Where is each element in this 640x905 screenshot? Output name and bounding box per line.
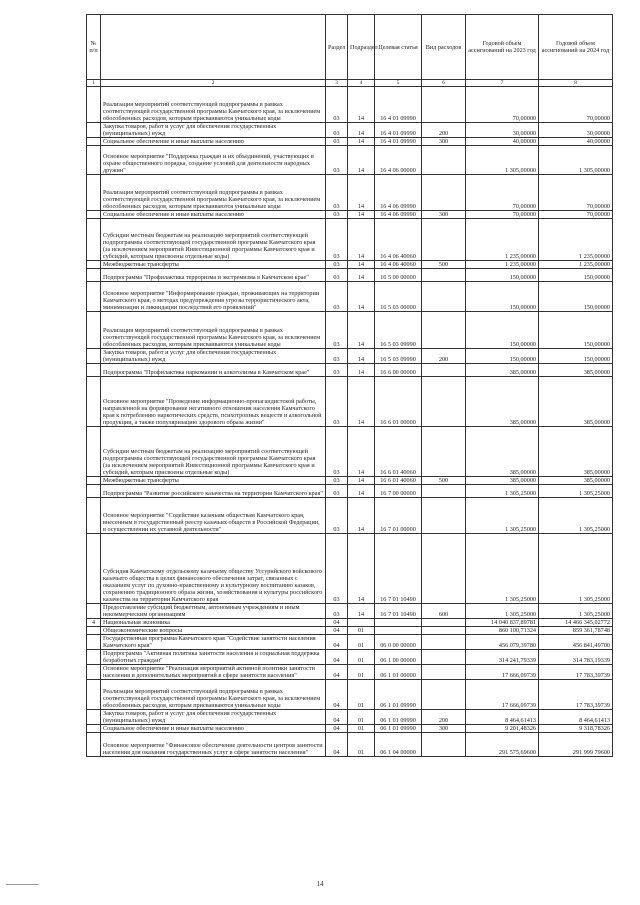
cell-y2024: 30,00000 xyxy=(539,123,613,138)
cell-y2024: 385,00000 xyxy=(539,364,613,377)
cell-type xyxy=(422,498,466,534)
cell-y2024: 291 999 79600 xyxy=(539,733,613,757)
cell-sub: 14 xyxy=(348,219,375,261)
cell-y2023: 150,00000 xyxy=(466,269,539,282)
cell-sub: 01 xyxy=(348,725,375,733)
cell-y2023: 70,00000 xyxy=(466,211,539,219)
cell-type: 300 xyxy=(422,725,466,733)
cell-target: 16 6 00 00000 xyxy=(375,364,422,377)
cell-num xyxy=(87,377,101,427)
table-row xyxy=(87,261,613,269)
cell-name: Подпрограмма "Активная политика занятости населения и социальная поддержка безработных граждан" xyxy=(101,650,326,665)
cell-target: 16 4 06 09990 xyxy=(375,175,422,211)
cell-sub: 14 xyxy=(348,269,375,282)
margin-line xyxy=(6,884,38,885)
cell-sec: 04 xyxy=(326,725,348,733)
cell-name: Субсидии местным бюджетам на реализацию мероприятий соответствующей подпрограммы соответствующей государственной программы Камчатского края (за исключением мероприятий Инвестиционной программы Камчатского края и субсидий, которым присвоены отдельные коды) xyxy=(101,219,326,261)
cell-target: 16 4 01 09990 xyxy=(375,138,422,146)
cell-name: Субсидия Камчатскому отдельскому казачьему обществу Уссурийского войскового казачьего общества в целях финансового обеспечения затрат, связанных с оказанием услуг по духовно-нравственному и культурному воспитанию казаков, сохранению традиционного образа жизни, хозяйствования и культуры российского казачества на территории Камчатского края xyxy=(101,534,326,604)
cell-num xyxy=(87,485,101,498)
cell-num xyxy=(87,349,101,364)
cell-sec: 03 xyxy=(326,364,348,377)
cell-type: 500 xyxy=(422,261,466,269)
cell-num xyxy=(87,282,101,312)
cell-y2023: 14 040 837,89781 xyxy=(466,619,539,627)
cell-target: 16 7 01 10490 xyxy=(375,534,422,604)
cell-type xyxy=(422,619,466,627)
table-row xyxy=(87,725,613,733)
cell-sub: 14 xyxy=(348,377,375,427)
cell-y2023: 456 079,39780 xyxy=(466,635,539,650)
colnum: 2 xyxy=(101,80,326,87)
cell-type: 300 xyxy=(422,138,466,146)
cell-sec: 04 xyxy=(326,733,348,757)
table-row xyxy=(87,312,613,349)
cell-target xyxy=(375,627,422,635)
cell-y2023: 314 241,79339 xyxy=(466,650,539,665)
cell-sub: 14 xyxy=(348,349,375,364)
cell-y2023: 1 305,00000 xyxy=(466,146,539,175)
table-row xyxy=(87,733,613,757)
cell-name: Основное мероприятие "Поддержка граждан и их объединений, участвующих в охране общественного порядка, создание условий для деятельности народных дружин" xyxy=(101,146,326,175)
cell-y2024: 150,00000 xyxy=(539,312,613,349)
cell-target: 16 6 01 40060 xyxy=(375,477,422,485)
cell-y2023: 1 305,25000 xyxy=(466,604,539,619)
header-2023: Годовой объем ассигнований на 2023 год xyxy=(466,15,539,80)
cell-name: Социальное обеспечение и иные выплаты населению xyxy=(101,138,326,146)
cell-sec: 04 xyxy=(326,710,348,725)
cell-name: Основное мероприятие "Содействие казачьим обществам Камчатского края, внесенным в государственный реестр казачьих обществ в Российской Федерации, в осуществлении их уставной деятельности" xyxy=(101,498,326,534)
cell-type xyxy=(422,312,466,349)
cell-sub: 14 xyxy=(348,175,375,211)
cell-type xyxy=(422,269,466,282)
header-section: Раздел xyxy=(326,15,348,80)
budget-table xyxy=(86,14,613,757)
cell-type xyxy=(422,282,466,312)
colnum: 8 xyxy=(539,80,613,87)
cell-name: Реализация мероприятий соответствующей подпрограммы в рамках соответствующей государственной программы Камчатского края, за исключением обособленных расходов, которым присваиваются уникальные коды xyxy=(101,312,326,349)
cell-y2024: 70,00000 xyxy=(539,175,613,211)
cell-sub: 14 xyxy=(348,534,375,604)
cell-num xyxy=(87,87,101,123)
cell-y2023: 9 201,48326 xyxy=(466,725,539,733)
cell-type xyxy=(422,534,466,604)
cell-sub: 14 xyxy=(348,138,375,146)
cell-sec: 03 xyxy=(326,138,348,146)
page-number: 14 xyxy=(316,880,324,888)
cell-sub: 14 xyxy=(348,604,375,619)
cell-num xyxy=(87,427,101,477)
cell-y2024: 8 464,61413 xyxy=(539,710,613,725)
cell-sec: 03 xyxy=(326,534,348,604)
cell-type: 300 xyxy=(422,211,466,219)
cell-name: Закупка товаров, работ и услуг для обеспечения государственных (муниципальных) нужд xyxy=(101,710,326,725)
header-2024: Годовой объем ассигнований на 2024 год xyxy=(539,15,613,80)
cell-num xyxy=(87,312,101,349)
cell-y2024: 150,00000 xyxy=(539,269,613,282)
colnum: 7 xyxy=(466,80,539,87)
cell-type xyxy=(422,680,466,710)
cell-type: 200 xyxy=(422,349,466,364)
table-row xyxy=(87,211,613,219)
cell-name: Основное мероприятие "Реализация мероприятий активной политики занятости населения и дополнительных мероприятий в сфере занятости населения" xyxy=(101,665,326,680)
cell-name: Закупка товаров, работ и услуг для обеспечения государственных (муниципальных) нужд xyxy=(101,349,326,364)
cell-sec: 03 xyxy=(326,269,348,282)
header-name xyxy=(101,15,326,80)
cell-sec: 04 xyxy=(326,627,348,635)
cell-y2023: 385,00000 xyxy=(466,377,539,427)
cell-name: Подпрограмма "Профилактика терроризма и экстремизма в Камчатском крае" xyxy=(101,269,326,282)
cell-y2024: 1 305,25000 xyxy=(539,498,613,534)
cell-sec: 03 xyxy=(326,312,348,349)
cell-y2023: 291 575,69600 xyxy=(466,733,539,757)
cell-type xyxy=(422,650,466,665)
cell-y2023: 1 235,00000 xyxy=(466,261,539,269)
cell-sub: 01 xyxy=(348,627,375,635)
table-row xyxy=(87,650,613,665)
cell-y2024: 14 466 345,02772 xyxy=(539,619,613,627)
cell-name: Реализация мероприятий соответствующей подпрограммы в рамках соответствующей государственной программы Камчатского края, за исключением обособленных расходов, которым присваиваются уникальные коды xyxy=(101,87,326,123)
cell-type xyxy=(422,175,466,211)
cell-y2024: 1 305,00000 xyxy=(539,146,613,175)
table-row xyxy=(87,87,613,123)
cell-target: 16 4 01 09990 xyxy=(375,87,422,123)
cell-sec: 03 xyxy=(326,477,348,485)
cell-target: 16 7 00 00000 xyxy=(375,485,422,498)
cell-type xyxy=(422,627,466,635)
cell-type xyxy=(422,377,466,427)
cell-sec: 04 xyxy=(326,680,348,710)
colnum: 1 xyxy=(87,80,101,87)
cell-name: Общеэкономические вопросы xyxy=(101,627,326,635)
cell-num xyxy=(87,604,101,619)
cell-target: 16 4 06 09990 xyxy=(375,211,422,219)
cell-name: Социальное обеспечение и иные выплаты населению xyxy=(101,211,326,219)
cell-num xyxy=(87,725,101,733)
cell-y2023: 17 666,09739 xyxy=(466,680,539,710)
cell-y2023: 150,00000 xyxy=(466,349,539,364)
cell-num xyxy=(87,665,101,680)
cell-sub: 14 xyxy=(348,211,375,219)
cell-y2023: 17 666,09739 xyxy=(466,665,539,680)
cell-y2024: 70,00000 xyxy=(539,211,613,219)
cell-sub: 01 xyxy=(348,665,375,680)
table-row xyxy=(87,534,613,604)
cell-name: Предоставление субсидий бюджетным, автономным учреждениям и иным некоммерческим организациям xyxy=(101,604,326,619)
cell-sub: 01 xyxy=(348,680,375,710)
cell-y2023: 150,00000 xyxy=(466,312,539,349)
cell-sec: 03 xyxy=(326,282,348,312)
cell-y2023: 385,00000 xyxy=(466,364,539,377)
table-row xyxy=(87,619,613,627)
cell-num: 4 xyxy=(87,619,101,627)
cell-y2023: 385,00000 xyxy=(466,427,539,477)
cell-sec: 04 xyxy=(326,650,348,665)
cell-y2024: 314 783,19339 xyxy=(539,650,613,665)
cell-target: 16 4 06 40060 xyxy=(375,261,422,269)
cell-target: 06 1 00 00000 xyxy=(375,650,422,665)
header-type: Вид расходов xyxy=(422,15,466,80)
cell-sec: 03 xyxy=(326,261,348,269)
cell-y2024: 859 361,78748 xyxy=(539,627,613,635)
cell-y2024: 385,00000 xyxy=(539,477,613,485)
cell-type xyxy=(422,87,466,123)
cell-y2024: 385,00000 xyxy=(539,377,613,427)
cell-name: Социальное обеспечение и иные выплаты населению xyxy=(101,725,326,733)
cell-name: Закупка товаров, работ и услуг для обеспечения государственных (муниципальных) нужд xyxy=(101,123,326,138)
cell-name: Национальная экономика xyxy=(101,619,326,627)
cell-target: 16 5 03 00000 xyxy=(375,282,422,312)
cell-target: 16 4 06 00000 xyxy=(375,146,422,175)
cell-type xyxy=(422,665,466,680)
cell-name: Подпрограмма "Профилактика наркомании и алкоголизма в Камчатском крае" xyxy=(101,364,326,377)
cell-sec: 04 xyxy=(326,619,348,627)
header-num: № п/п xyxy=(87,15,101,80)
cell-num xyxy=(87,680,101,710)
cell-name: Реализация мероприятий соответствующей подпрограммы в рамках соответствующей государственной программы Камчатского края, за исключением обособленных расходов, которым присваиваются уникальные коды xyxy=(101,175,326,211)
cell-name: Субсидии местным бюджетам на реализацию мероприятий соответствующей подпрограммы соответствующей государственной программы Камчатского края (за исключением мероприятий Инвестиционной программы Камчатского края и субсидий, которым присвоены отдельные коды) xyxy=(101,427,326,477)
colnum: 4 xyxy=(348,80,375,87)
cell-num xyxy=(87,733,101,757)
cell-name: Основное мероприятие "Финансовое обеспечение деятельности центров занятости населения для оказания государственных услуг в сфере занятости населения" xyxy=(101,733,326,757)
cell-type xyxy=(422,733,466,757)
cell-sec: 04 xyxy=(326,635,348,650)
table-row xyxy=(87,627,613,635)
table-row xyxy=(87,498,613,534)
column-number-row xyxy=(87,80,613,87)
cell-y2024: 17 783,39739 xyxy=(539,665,613,680)
cell-num xyxy=(87,146,101,175)
cell-sub: 01 xyxy=(348,635,375,650)
cell-y2023: 1 305,25000 xyxy=(466,534,539,604)
cell-y2024: 385,00000 xyxy=(539,427,613,477)
cell-sub: 14 xyxy=(348,146,375,175)
cell-type xyxy=(422,219,466,261)
table-row xyxy=(87,219,613,261)
table-row xyxy=(87,269,613,282)
table-row xyxy=(87,604,613,619)
cell-sub: 14 xyxy=(348,498,375,534)
cell-y2024: 150,00000 xyxy=(539,282,613,312)
cell-name: Основное мероприятие "Информирование граждан, проживающих на территории Камчатского края, о методах предупреждения угрозы террористического акта, минимизации и ликвидации последствий его проявлений" xyxy=(101,282,326,312)
cell-sec: 03 xyxy=(326,211,348,219)
cell-target: 06 1 04 00000 xyxy=(375,733,422,757)
cell-num xyxy=(87,364,101,377)
cell-sub: 14 xyxy=(348,364,375,377)
table-row xyxy=(87,123,613,138)
colnum: 5 xyxy=(375,80,422,87)
cell-y2024: 1 305,25000 xyxy=(539,534,613,604)
cell-y2024: 70,00000 xyxy=(539,87,613,123)
cell-sec: 03 xyxy=(326,146,348,175)
cell-y2023: 8 464,61413 xyxy=(466,710,539,725)
cell-sub: 14 xyxy=(348,427,375,477)
cell-num xyxy=(87,635,101,650)
cell-sub: 01 xyxy=(348,650,375,665)
cell-y2023: 1 305,25000 xyxy=(466,485,539,498)
cell-name: Реализация мероприятий соответствующей подпрограммы в рамках соответствующей государственной программы Камчатского края, за исключением обособленных расходов, которым присваиваются уникальные коды xyxy=(101,680,326,710)
cell-y2024: 1 235,00000 xyxy=(539,219,613,261)
table-row xyxy=(87,680,613,710)
cell-type xyxy=(422,427,466,477)
cell-sec: 03 xyxy=(326,498,348,534)
cell-num xyxy=(87,498,101,534)
colnum: 3 xyxy=(326,80,348,87)
cell-target: 06 1 01 09990 xyxy=(375,680,422,710)
table-row xyxy=(87,635,613,650)
cell-target: 16 5 03 09990 xyxy=(375,312,422,349)
table-row xyxy=(87,146,613,175)
cell-sec: 03 xyxy=(326,87,348,123)
cell-num xyxy=(87,219,101,261)
cell-target: 16 7 01 10490 xyxy=(375,604,422,619)
cell-sub xyxy=(348,619,375,627)
table-row xyxy=(87,138,613,146)
cell-type: 200 xyxy=(422,123,466,138)
cell-y2024: 1 305,25000 xyxy=(539,604,613,619)
cell-num xyxy=(87,650,101,665)
cell-sec: 03 xyxy=(326,349,348,364)
header-target: Целевая статья xyxy=(375,15,422,80)
cell-y2024: 1 305,25000 xyxy=(539,485,613,498)
table-row xyxy=(87,485,613,498)
table-row xyxy=(87,282,613,312)
cell-y2024: 456 841,49700 xyxy=(539,635,613,650)
cell-y2023: 1 235,00000 xyxy=(466,219,539,261)
cell-name: Межбюджетные трансферты xyxy=(101,477,326,485)
cell-type xyxy=(422,364,466,377)
table-row xyxy=(87,175,613,211)
cell-target: 16 6 01 00000 xyxy=(375,377,422,427)
cell-target xyxy=(375,619,422,627)
cell-y2023: 860 100,71324 xyxy=(466,627,539,635)
cell-y2023: 40,00000 xyxy=(466,138,539,146)
cell-sec: 03 xyxy=(326,123,348,138)
cell-num xyxy=(87,175,101,211)
cell-type: 500 xyxy=(422,477,466,485)
cell-name: Основное мероприятие "Проведение информационно-пропагандистской работы, направленной на формирование негативного отношения населения Камчатского края к потреблению наркотических средств, психотропных веществ и алкогольной продукции, а также популяризацию здорового образа жизни" xyxy=(101,377,326,427)
cell-name: Межбюджетные трансферты xyxy=(101,261,326,269)
cell-type: 200 xyxy=(422,710,466,725)
cell-num xyxy=(87,138,101,146)
cell-y2024: 17 783,39739 xyxy=(539,680,613,710)
cell-sec: 03 xyxy=(326,485,348,498)
cell-sub: 01 xyxy=(348,710,375,725)
cell-num xyxy=(87,261,101,269)
cell-type xyxy=(422,485,466,498)
cell-y2023: 70,00000 xyxy=(466,87,539,123)
table-row xyxy=(87,427,613,477)
table-row xyxy=(87,665,613,680)
cell-name: Государственная программа Камчатского края "Содействие занятости населения Камчатского края" xyxy=(101,635,326,650)
cell-sub: 14 xyxy=(348,485,375,498)
cell-num xyxy=(87,710,101,725)
cell-sec: 03 xyxy=(326,427,348,477)
cell-num xyxy=(87,123,101,138)
cell-y2024: 1 235,00000 xyxy=(539,261,613,269)
cell-target: 06 0 00 00000 xyxy=(375,635,422,650)
cell-target: 06 1 01 09990 xyxy=(375,710,422,725)
cell-sub: 14 xyxy=(348,477,375,485)
cell-target: 06 1 01 09990 xyxy=(375,725,422,733)
colnum: 6 xyxy=(422,80,466,87)
cell-y2024: 150,00000 xyxy=(539,349,613,364)
cell-sub: 14 xyxy=(348,261,375,269)
cell-target: 16 7 01 00000 xyxy=(375,498,422,534)
cell-num xyxy=(87,534,101,604)
cell-num xyxy=(87,269,101,282)
cell-y2023: 150,00000 xyxy=(466,282,539,312)
cell-name: Подпрограмма "Развитие российского казачества на территории Камчатского края" xyxy=(101,485,326,498)
table-row xyxy=(87,377,613,427)
cell-type xyxy=(422,635,466,650)
cell-target: 16 5 00 00000 xyxy=(375,269,422,282)
cell-target: 16 4 06 40060 xyxy=(375,219,422,261)
cell-sec: 03 xyxy=(326,604,348,619)
table-body xyxy=(87,87,613,757)
cell-y2023: 30,00000 xyxy=(466,123,539,138)
cell-y2023: 70,00000 xyxy=(466,175,539,211)
cell-sec: 03 xyxy=(326,219,348,261)
table-row xyxy=(87,477,613,485)
cell-sub: 14 xyxy=(348,87,375,123)
cell-target: 16 5 03 09990 xyxy=(375,349,422,364)
cell-sec: 03 xyxy=(326,377,348,427)
cell-num xyxy=(87,627,101,635)
table-row xyxy=(87,710,613,725)
cell-y2024: 40,00000 xyxy=(539,138,613,146)
cell-target: 16 4 01 09990 xyxy=(375,123,422,138)
cell-sub: 14 xyxy=(348,123,375,138)
cell-sub: 14 xyxy=(348,312,375,349)
cell-sub: 01 xyxy=(348,733,375,757)
table-row xyxy=(87,364,613,377)
cell-num xyxy=(87,477,101,485)
header-subsection: Подраздел xyxy=(348,15,375,80)
table-row xyxy=(87,349,613,364)
table-header-row xyxy=(87,15,613,80)
cell-y2024: 9 318,78326 xyxy=(539,725,613,733)
cell-target: 16 6 01 40060 xyxy=(375,427,422,477)
cell-target: 06 1 01 00000 xyxy=(375,665,422,680)
cell-sub: 14 xyxy=(348,282,375,312)
cell-y2023: 1 305,25000 xyxy=(466,498,539,534)
cell-num xyxy=(87,211,101,219)
cell-sec: 04 xyxy=(326,665,348,680)
cell-type xyxy=(422,146,466,175)
cell-sec: 03 xyxy=(326,175,348,211)
cell-type: 600 xyxy=(422,604,466,619)
cell-y2023: 385,00000 xyxy=(466,477,539,485)
